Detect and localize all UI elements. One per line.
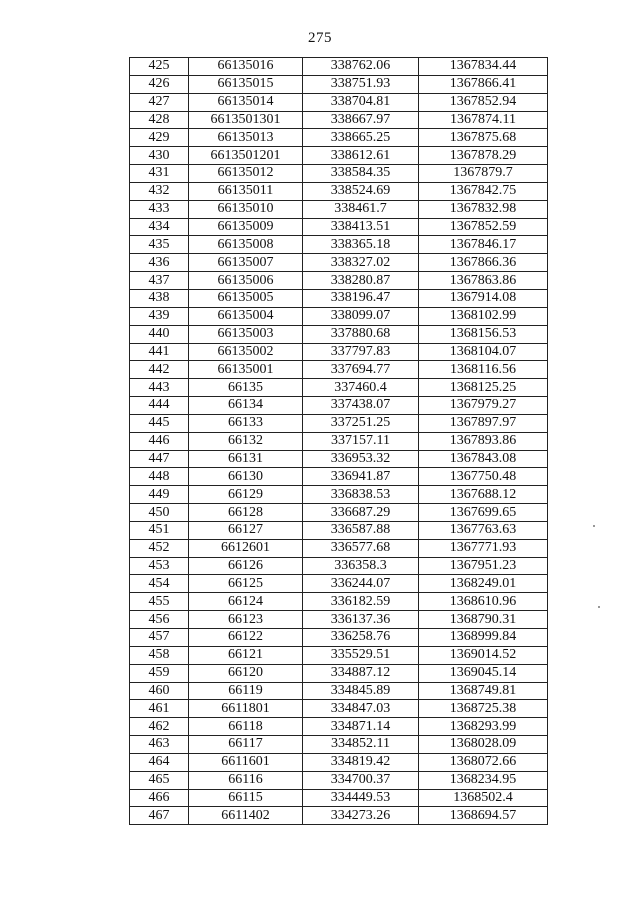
y-coordinate-cell: 1367846.17	[419, 236, 548, 254]
y-coordinate-cell: 1368749.81	[419, 682, 548, 700]
row-index-cell: 432	[130, 182, 189, 200]
row-index-cell: 427	[130, 93, 189, 111]
y-coordinate-cell: 1368502.4	[419, 789, 548, 807]
point-id-cell: 66131	[189, 450, 303, 468]
table-row	[130, 753, 548, 771]
x-coordinate-cell: 336687.29	[303, 504, 419, 522]
x-coordinate-cell: 337694.77	[303, 361, 419, 379]
y-coordinate-cell: 1367842.75	[419, 182, 548, 200]
point-id-cell: 6613501201	[189, 147, 303, 165]
row-index-cell: 454	[130, 575, 189, 593]
y-coordinate-cell: 1368028.09	[419, 736, 548, 754]
y-coordinate-cell: 1368790.31	[419, 611, 548, 629]
y-coordinate-cell: 1368104.07	[419, 343, 548, 361]
point-id-cell: 66135012	[189, 165, 303, 183]
y-coordinate-cell: 1368156.53	[419, 325, 548, 343]
row-index-cell: 437	[130, 272, 189, 290]
y-coordinate-cell: 1367874.11	[419, 111, 548, 129]
y-coordinate-cell: 1367771.93	[419, 539, 548, 557]
table-row	[130, 289, 548, 307]
y-coordinate-cell: 1368694.57	[419, 807, 548, 825]
row-index-cell: 431	[130, 165, 189, 183]
x-coordinate-cell: 334871.14	[303, 718, 419, 736]
table-row	[130, 307, 548, 325]
table-row	[130, 629, 548, 647]
table-row	[130, 272, 548, 290]
point-id-cell: 66135015	[189, 75, 303, 93]
x-coordinate-cell: 334449.53	[303, 789, 419, 807]
x-coordinate-cell: 334887.12	[303, 664, 419, 682]
y-coordinate-cell: 1368610.96	[419, 593, 548, 611]
x-coordinate-cell: 338612.61	[303, 147, 419, 165]
x-coordinate-cell: 336137.36	[303, 611, 419, 629]
table-row	[130, 379, 548, 397]
x-coordinate-cell: 338461.7	[303, 200, 419, 218]
x-coordinate-cell: 338584.35	[303, 165, 419, 183]
x-coordinate-cell: 337797.83	[303, 343, 419, 361]
row-index-cell: 444	[130, 397, 189, 415]
x-coordinate-cell: 336953.32	[303, 450, 419, 468]
point-id-cell: 66135003	[189, 325, 303, 343]
x-coordinate-cell: 336577.68	[303, 539, 419, 557]
table-row	[130, 450, 548, 468]
table-row	[130, 218, 548, 236]
y-coordinate-cell: 1367897.97	[419, 414, 548, 432]
point-id-cell: 66130	[189, 468, 303, 486]
row-index-cell: 452	[130, 539, 189, 557]
row-index-cell: 443	[130, 379, 189, 397]
y-coordinate-cell: 1367834.44	[419, 58, 548, 76]
point-id-cell: 66135010	[189, 200, 303, 218]
y-coordinate-cell: 1368725.38	[419, 700, 548, 718]
x-coordinate-cell: 335529.51	[303, 646, 419, 664]
table-row	[130, 593, 548, 611]
table-row	[130, 58, 548, 76]
y-coordinate-cell: 1368125.25	[419, 379, 548, 397]
row-index-cell: 436	[130, 254, 189, 272]
y-coordinate-cell: 1367863.86	[419, 272, 548, 290]
x-coordinate-cell: 338751.93	[303, 75, 419, 93]
x-coordinate-cell: 337251.25	[303, 414, 419, 432]
table-row	[130, 468, 548, 486]
y-coordinate-cell: 1369045.14	[419, 664, 548, 682]
row-index-cell: 434	[130, 218, 189, 236]
x-coordinate-cell: 336587.88	[303, 521, 419, 539]
point-id-cell: 66134	[189, 397, 303, 415]
row-index-cell: 429	[130, 129, 189, 147]
row-index-cell: 460	[130, 682, 189, 700]
row-index-cell: 457	[130, 629, 189, 647]
row-index-cell: 463	[130, 736, 189, 754]
x-coordinate-cell: 338280.87	[303, 272, 419, 290]
y-coordinate-cell: 1367914.08	[419, 289, 548, 307]
point-id-cell: 66135007	[189, 254, 303, 272]
row-index-cell: 456	[130, 611, 189, 629]
x-coordinate-cell: 336258.76	[303, 629, 419, 647]
x-coordinate-cell: 338099.07	[303, 307, 419, 325]
point-id-cell: 6611801	[189, 700, 303, 718]
x-coordinate-cell: 337880.68	[303, 325, 419, 343]
y-coordinate-cell: 1367893.86	[419, 432, 548, 450]
point-id-cell: 66135005	[189, 289, 303, 307]
y-coordinate-cell: 1367951.23	[419, 557, 548, 575]
table-row	[130, 664, 548, 682]
row-index-cell: 467	[130, 807, 189, 825]
table-row	[130, 611, 548, 629]
point-id-cell: 66116	[189, 771, 303, 789]
row-index-cell: 458	[130, 646, 189, 664]
row-index-cell: 462	[130, 718, 189, 736]
x-coordinate-cell: 338524.69	[303, 182, 419, 200]
table-row	[130, 414, 548, 432]
y-coordinate-cell: 1367866.41	[419, 75, 548, 93]
table-row	[130, 539, 548, 557]
x-coordinate-cell: 334700.37	[303, 771, 419, 789]
y-coordinate-cell: 1367979.27	[419, 397, 548, 415]
point-id-cell: 66135009	[189, 218, 303, 236]
point-id-cell: 6611402	[189, 807, 303, 825]
table-row	[130, 129, 548, 147]
x-coordinate-cell: 338704.81	[303, 93, 419, 111]
x-coordinate-cell: 334847.03	[303, 700, 419, 718]
row-index-cell: 446	[130, 432, 189, 450]
scan-speck	[593, 525, 595, 527]
y-coordinate-cell: 1367866.36	[419, 254, 548, 272]
point-id-cell: 66126	[189, 557, 303, 575]
table-row	[130, 486, 548, 504]
table-row	[130, 93, 548, 111]
table-row	[130, 646, 548, 664]
row-index-cell: 442	[130, 361, 189, 379]
row-index-cell: 449	[130, 486, 189, 504]
coordinates-table	[129, 57, 548, 825]
table-row	[130, 807, 548, 825]
x-coordinate-cell: 338665.25	[303, 129, 419, 147]
y-coordinate-cell: 1367843.08	[419, 450, 548, 468]
x-coordinate-cell: 337438.07	[303, 397, 419, 415]
y-coordinate-cell: 1367688.12	[419, 486, 548, 504]
table-row	[130, 182, 548, 200]
point-id-cell: 66125	[189, 575, 303, 593]
row-index-cell: 438	[130, 289, 189, 307]
table-body	[130, 58, 548, 825]
point-id-cell: 66129	[189, 486, 303, 504]
y-coordinate-cell: 1367878.29	[419, 147, 548, 165]
y-coordinate-cell: 1367852.59	[419, 218, 548, 236]
x-coordinate-cell: 334845.89	[303, 682, 419, 700]
point-id-cell: 66122	[189, 629, 303, 647]
point-id-cell: 66135014	[189, 93, 303, 111]
table-row	[130, 789, 548, 807]
row-index-cell: 448	[130, 468, 189, 486]
table-row	[130, 111, 548, 129]
row-index-cell: 450	[130, 504, 189, 522]
row-index-cell: 464	[130, 753, 189, 771]
table-row	[130, 343, 548, 361]
y-coordinate-cell: 1368116.56	[419, 361, 548, 379]
row-index-cell: 461	[130, 700, 189, 718]
y-coordinate-cell: 1367852.94	[419, 93, 548, 111]
table-row	[130, 718, 548, 736]
x-coordinate-cell: 336941.87	[303, 468, 419, 486]
y-coordinate-cell: 1368249.01	[419, 575, 548, 593]
row-index-cell: 445	[130, 414, 189, 432]
table-row	[130, 700, 548, 718]
table-row	[130, 736, 548, 754]
row-index-cell: 453	[130, 557, 189, 575]
table-row	[130, 557, 548, 575]
table-row	[130, 575, 548, 593]
table-row	[130, 397, 548, 415]
point-id-cell: 66124	[189, 593, 303, 611]
x-coordinate-cell: 337460.4	[303, 379, 419, 397]
row-index-cell: 447	[130, 450, 189, 468]
point-id-cell: 66135	[189, 379, 303, 397]
row-index-cell: 451	[130, 521, 189, 539]
point-id-cell: 66132	[189, 432, 303, 450]
table-row	[130, 682, 548, 700]
table-row	[130, 521, 548, 539]
point-id-cell: 66127	[189, 521, 303, 539]
point-id-cell: 66120	[189, 664, 303, 682]
x-coordinate-cell: 336182.59	[303, 593, 419, 611]
point-id-cell: 6611601	[189, 753, 303, 771]
y-coordinate-cell: 1368072.66	[419, 753, 548, 771]
table-row	[130, 236, 548, 254]
point-id-cell: 66135013	[189, 129, 303, 147]
row-index-cell: 435	[130, 236, 189, 254]
point-id-cell: 66135011	[189, 182, 303, 200]
row-index-cell: 425	[130, 58, 189, 76]
x-coordinate-cell: 334852.11	[303, 736, 419, 754]
row-index-cell: 440	[130, 325, 189, 343]
x-coordinate-cell: 334273.26	[303, 807, 419, 825]
row-index-cell: 459	[130, 664, 189, 682]
x-coordinate-cell: 336838.53	[303, 486, 419, 504]
y-coordinate-cell: 1368102.99	[419, 307, 548, 325]
point-id-cell: 66135001	[189, 361, 303, 379]
row-index-cell: 428	[130, 111, 189, 129]
table-row	[130, 325, 548, 343]
y-coordinate-cell: 1367763.63	[419, 521, 548, 539]
x-coordinate-cell: 338327.02	[303, 254, 419, 272]
x-coordinate-cell: 338762.06	[303, 58, 419, 76]
table-row	[130, 361, 548, 379]
x-coordinate-cell: 337157.11	[303, 432, 419, 450]
row-index-cell: 466	[130, 789, 189, 807]
point-id-cell: 66135016	[189, 58, 303, 76]
y-coordinate-cell: 1369014.52	[419, 646, 548, 664]
table-row	[130, 254, 548, 272]
row-index-cell: 439	[130, 307, 189, 325]
point-id-cell: 66119	[189, 682, 303, 700]
x-coordinate-cell: 336244.07	[303, 575, 419, 593]
y-coordinate-cell: 1368234.95	[419, 771, 548, 789]
point-id-cell: 66135004	[189, 307, 303, 325]
row-index-cell: 433	[130, 200, 189, 218]
y-coordinate-cell: 1367750.48	[419, 468, 548, 486]
table-row	[130, 432, 548, 450]
point-id-cell: 66128	[189, 504, 303, 522]
y-coordinate-cell: 1367699.65	[419, 504, 548, 522]
point-id-cell: 66118	[189, 718, 303, 736]
table-row	[130, 504, 548, 522]
table-row	[130, 147, 548, 165]
point-id-cell: 66135002	[189, 343, 303, 361]
x-coordinate-cell: 338413.51	[303, 218, 419, 236]
point-id-cell: 66123	[189, 611, 303, 629]
page-number: 275	[308, 30, 332, 46]
y-coordinate-cell: 1367832.98	[419, 200, 548, 218]
point-id-cell: 66135006	[189, 272, 303, 290]
y-coordinate-cell: 1368999.84	[419, 629, 548, 647]
row-index-cell: 430	[130, 147, 189, 165]
table-row	[130, 200, 548, 218]
x-coordinate-cell: 336358.3	[303, 557, 419, 575]
row-index-cell: 465	[130, 771, 189, 789]
y-coordinate-cell: 1368293.99	[419, 718, 548, 736]
x-coordinate-cell: 334819.42	[303, 753, 419, 771]
point-id-cell: 66117	[189, 736, 303, 754]
x-coordinate-cell: 338196.47	[303, 289, 419, 307]
row-index-cell: 455	[130, 593, 189, 611]
x-coordinate-cell: 338365.18	[303, 236, 419, 254]
row-index-cell: 441	[130, 343, 189, 361]
point-id-cell: 66121	[189, 646, 303, 664]
table-row	[130, 165, 548, 183]
point-id-cell: 66133	[189, 414, 303, 432]
point-id-cell: 66115	[189, 789, 303, 807]
scan-speck	[598, 606, 600, 608]
y-coordinate-cell: 1367875.68	[419, 129, 548, 147]
point-id-cell: 6612601	[189, 539, 303, 557]
y-coordinate-cell: 1367879.7	[419, 165, 548, 183]
table-row	[130, 75, 548, 93]
row-index-cell: 426	[130, 75, 189, 93]
point-id-cell: 66135008	[189, 236, 303, 254]
x-coordinate-cell: 338667.97	[303, 111, 419, 129]
point-id-cell: 6613501301	[189, 111, 303, 129]
table-row	[130, 771, 548, 789]
